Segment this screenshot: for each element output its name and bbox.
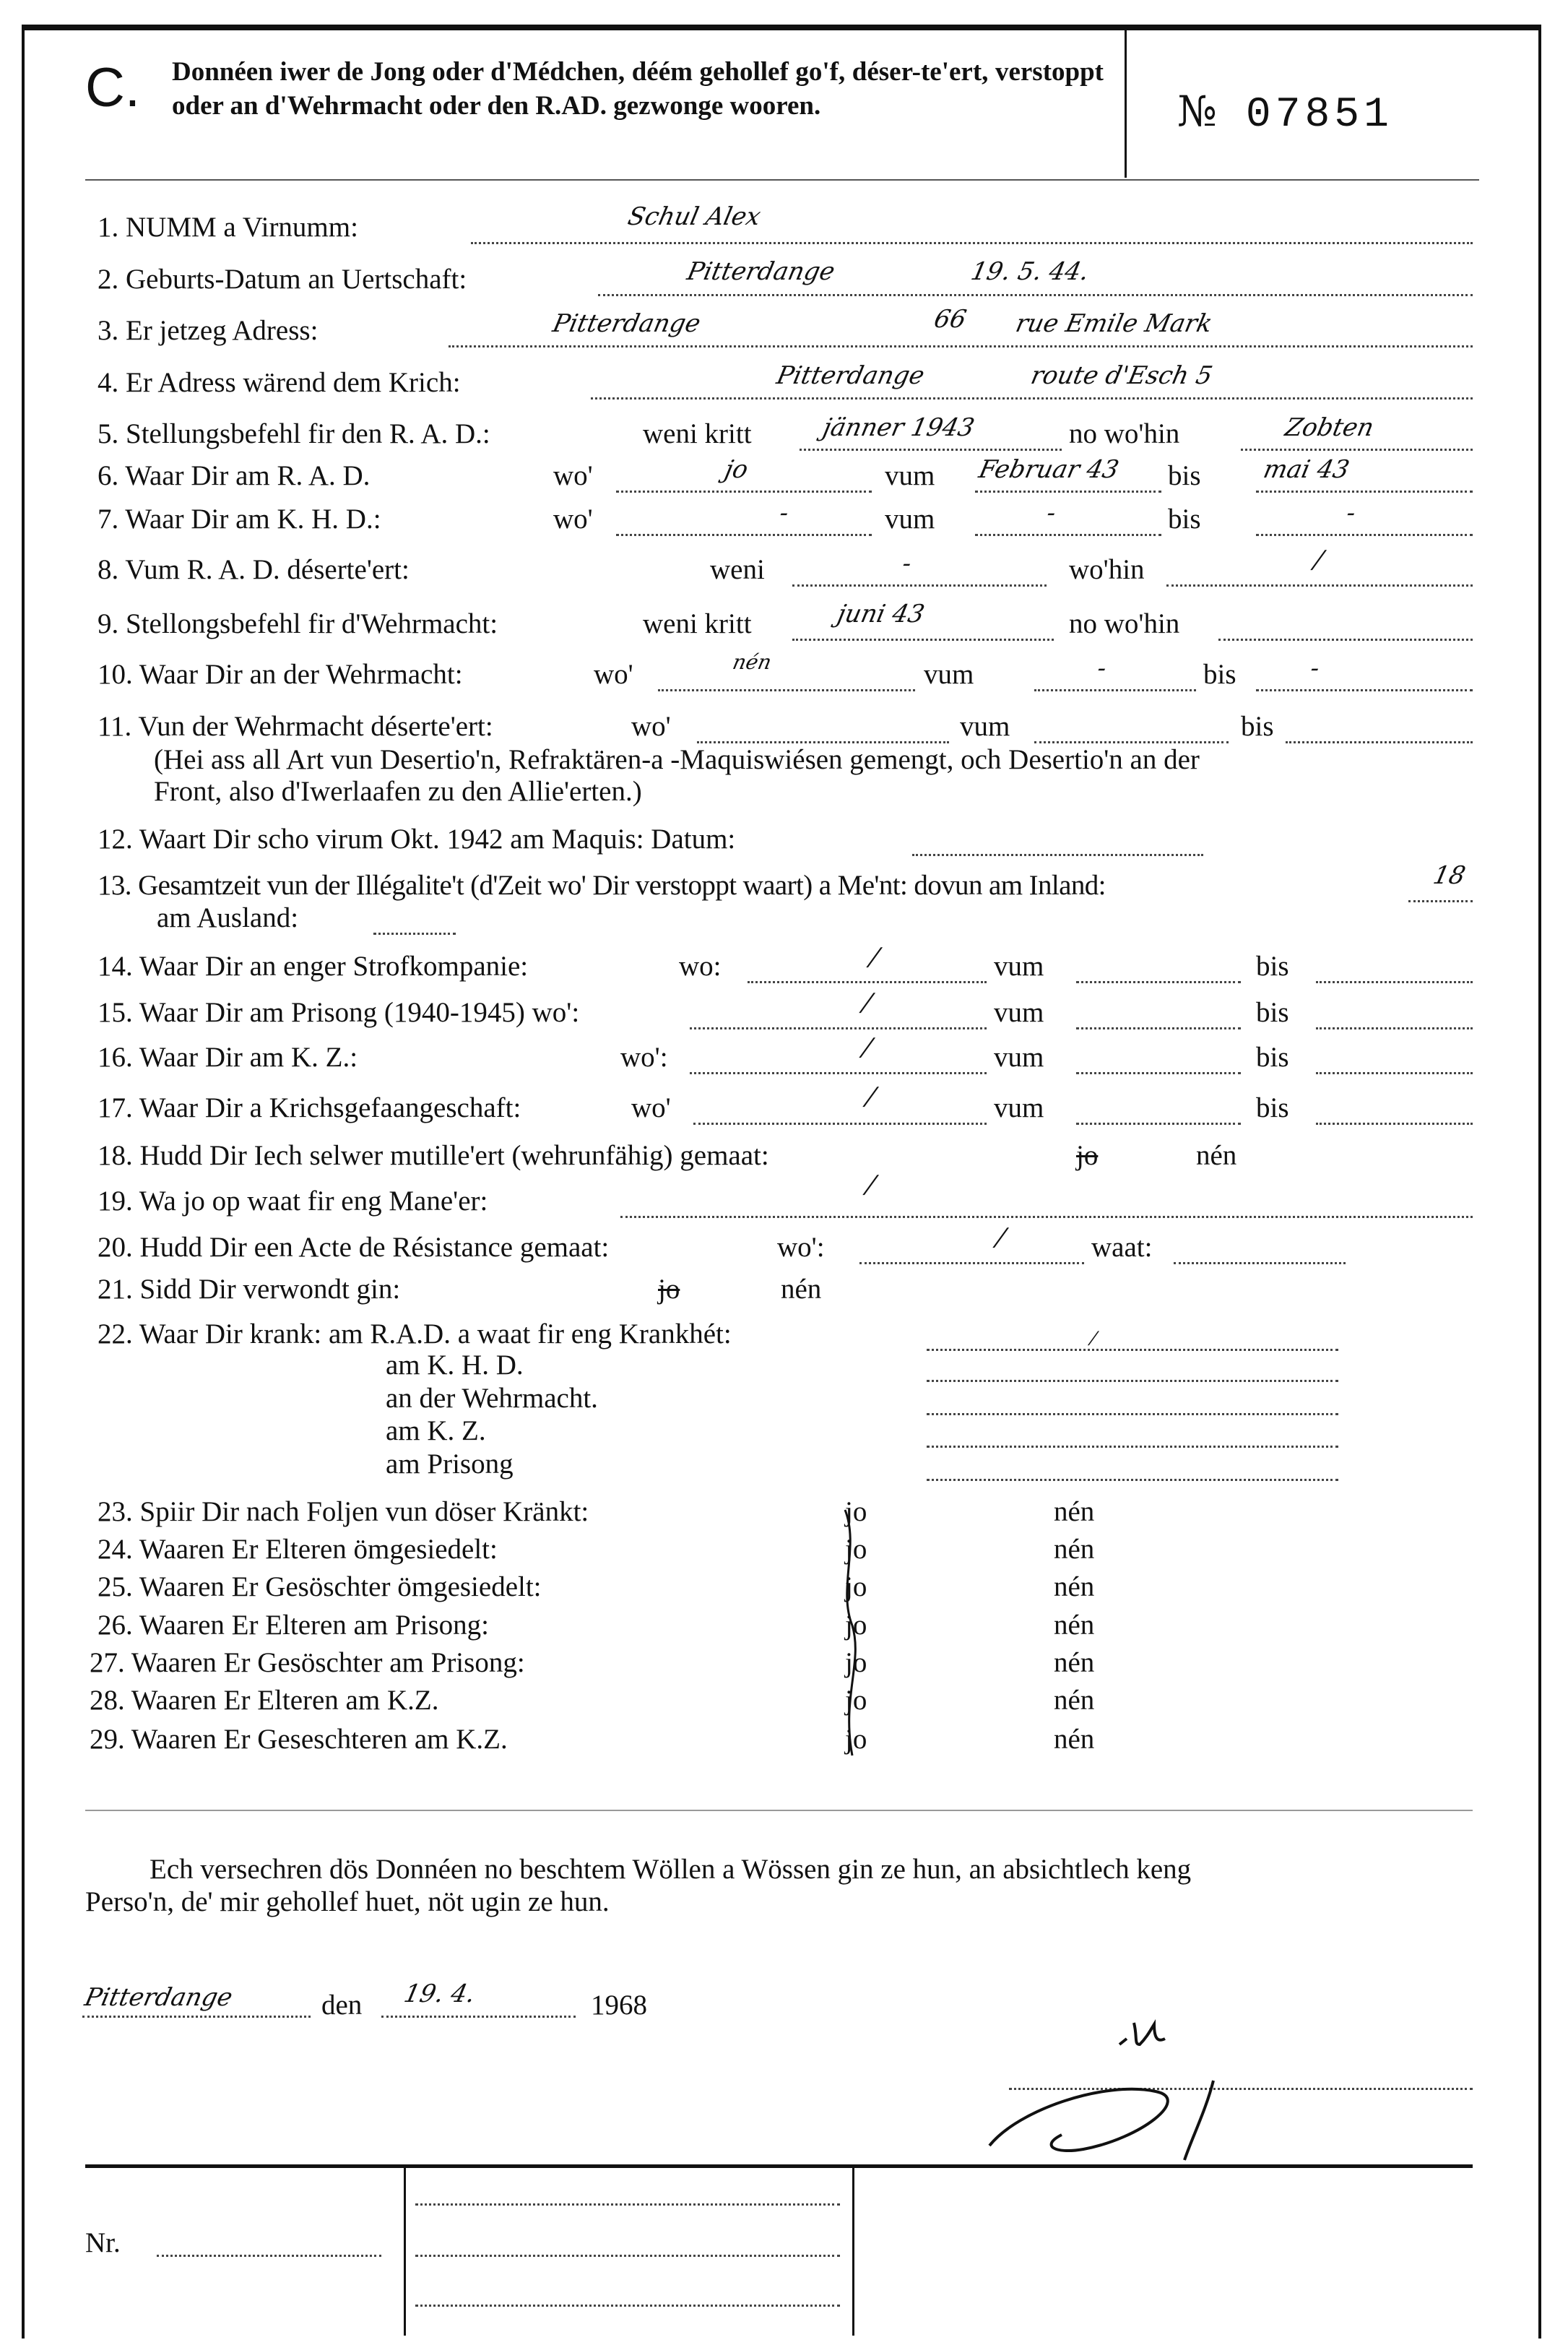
field-inland[interactable] xyxy=(1408,900,1473,902)
hw-wehrmacht-vum: - xyxy=(1094,654,1109,683)
label-wohin: no wo'hin xyxy=(1069,608,1180,639)
label-wo: wo': xyxy=(620,1042,668,1073)
number-value: 07851 xyxy=(1245,92,1393,139)
hw-rad-desert-place: / xyxy=(1311,545,1326,574)
label-bis: bis xyxy=(1241,711,1274,742)
field-pow-wo[interactable] xyxy=(693,1123,987,1125)
hw-ill-rad: / xyxy=(1088,1328,1099,1348)
declaration-line-1: Ech versechren dös Donnéen no beschtem Wöllen a Wössen gin ze hun, an absichtlech keng xyxy=(150,1854,1192,1885)
field-date[interactable] xyxy=(381,2016,576,2018)
option-nen[interactable]: nén xyxy=(781,1274,822,1305)
field-rad-wo[interactable] xyxy=(616,491,872,493)
option-jo[interactable]: jo xyxy=(845,1496,867,1527)
field-nr[interactable] xyxy=(157,2255,381,2257)
option-jo[interactable]: jo xyxy=(845,1647,867,1678)
label-vum: vum xyxy=(885,460,935,491)
field-strof-bis[interactable] xyxy=(1316,981,1473,983)
label-wo: wo' xyxy=(631,1092,671,1123)
option-jo[interactable]: jo xyxy=(845,1571,867,1602)
section-title: Donnéen iwer de Jong oder d'Médchen, déém gehollef go'f, déser-te'ert, verstoppt oder an d'Wehrmacht oder den R.AD. gezwonge wooren. xyxy=(172,57,1104,121)
hw-inland: 18 xyxy=(1430,861,1468,890)
label-ill-khd: am K. H. D. xyxy=(386,1349,524,1381)
label-waat: waat: xyxy=(1091,1232,1153,1263)
field-address[interactable] xyxy=(449,345,1473,347)
label-siblings-resettled: 25. Waaren Er Gesöschter ömgesiedelt: xyxy=(98,1571,542,1602)
signature-image xyxy=(975,1994,1379,2167)
label-wo: wo' xyxy=(553,460,593,491)
field-resistance-waat[interactable] xyxy=(1174,1262,1346,1264)
label-bis: bis xyxy=(1256,997,1289,1028)
field-ill-prison[interactable] xyxy=(927,1479,1338,1481)
footer-divider-2 xyxy=(852,2166,854,2336)
hw-rad-order-date: jänner 1943 xyxy=(820,413,977,442)
field-rad-bis[interactable] xyxy=(1256,491,1473,493)
hw-rad-order-place: Zobten xyxy=(1282,413,1377,442)
label-parents-resettled: 24. Waaren Er Elteren ömgesiedelt: xyxy=(98,1534,498,1565)
label-wehrmacht-desert: 11. Vun der Wehrmacht déserte'ert: xyxy=(98,711,493,742)
field-khd-bis[interactable] xyxy=(1256,534,1473,536)
option-jo[interactable]: jo xyxy=(845,1724,867,1755)
label-manner: 19. Wa jo op waat fir eng Mane'er: xyxy=(98,1186,488,1217)
field-khd-vum[interactable] xyxy=(975,534,1161,536)
option-nen[interactable]: nén xyxy=(1054,1610,1095,1641)
field-wehrmacht-bis[interactable] xyxy=(1256,689,1473,691)
field-pow-vum[interactable] xyxy=(1076,1123,1241,1125)
label-vum: vum xyxy=(994,951,1044,982)
footer-field-2[interactable] xyxy=(415,2255,840,2257)
label-wo: wo' xyxy=(631,711,671,742)
option-nen[interactable]: nén xyxy=(1054,1647,1095,1678)
hw-prison-wo: / xyxy=(859,988,875,1017)
field-rad-vum[interactable] xyxy=(975,491,1161,493)
label-khd: 7. Waar Dir am K. H. D.: xyxy=(98,504,381,535)
label-vum: vum xyxy=(994,1042,1044,1073)
field-rad-order-date[interactable] xyxy=(800,449,1062,451)
frame-top xyxy=(22,25,1541,30)
header-divider xyxy=(1125,29,1127,178)
field-ill-wehrmacht[interactable] xyxy=(927,1413,1338,1415)
hw-war-town: Pitterdange xyxy=(774,361,927,390)
field-place[interactable] xyxy=(82,2016,311,2018)
hw-address-town: Pitterdange xyxy=(550,309,703,338)
label-bis: bis xyxy=(1168,460,1201,491)
field-pow-bis[interactable] xyxy=(1316,1123,1473,1125)
field-strof-vum[interactable] xyxy=(1076,981,1241,983)
hw-rad-vum: Februar 43 xyxy=(976,455,1122,484)
hw-war-street: route d'Esch 5 xyxy=(1028,361,1216,390)
label-bis: bis xyxy=(1256,951,1289,982)
option-nen[interactable]: nén xyxy=(1196,1140,1237,1171)
label-weni: weni xyxy=(710,554,765,585)
field-prison-wo[interactable] xyxy=(690,1027,987,1029)
option-jo[interactable]: jo xyxy=(845,1610,867,1641)
field-birth[interactable] xyxy=(598,294,1473,296)
footer-field-3[interactable] xyxy=(415,2305,840,2307)
label-wohin: no wo'hin xyxy=(1069,418,1180,449)
hw-kz-wo: / xyxy=(859,1033,875,1062)
label-den: den xyxy=(321,1990,363,2021)
hw-address-street: rue Emile Mark xyxy=(1013,309,1216,338)
label-rad-desert: 8. Vum R. A. D. déserte'ert: xyxy=(98,554,410,585)
field-war-address[interactable] xyxy=(591,397,1473,400)
label-nr: Nr. xyxy=(85,2227,121,2258)
field-manner[interactable] xyxy=(620,1216,1473,1218)
label-siblings-kz: 29. Waaren Er Geseschteren am K.Z. xyxy=(90,1724,508,1755)
field-ill-rad[interactable] xyxy=(927,1349,1338,1351)
hw-rad-wo: jo xyxy=(722,455,751,484)
label-vum: vum xyxy=(960,711,1010,742)
label-bis: bis xyxy=(1256,1042,1289,1073)
hw-khd-bis: - xyxy=(1343,498,1359,527)
label-birth: 2. Geburts-Datum an Uertschaft: xyxy=(98,264,467,295)
field-wehrmacht-order-place[interactable] xyxy=(1218,639,1473,641)
label-wehrmacht-order: 9. Stellongsbefehl fir d'Wehrmacht: xyxy=(98,608,498,639)
field-rad-desert-place[interactable] xyxy=(1166,584,1473,587)
label-vum: vum xyxy=(994,997,1044,1028)
label-resistance: 20. Hudd Dir een Acte de Résistance gemaat: xyxy=(98,1232,610,1263)
form-number xyxy=(1177,87,1393,139)
hw-manner: / xyxy=(863,1170,878,1199)
note-desertion-2: Front, also d'Iwerlaafen zu den Allie'erten.) xyxy=(154,776,642,807)
option-jo[interactable]: jo xyxy=(845,1685,867,1716)
frame-right xyxy=(1538,27,1541,2338)
field-wehrmacht-vum[interactable] xyxy=(1034,689,1196,691)
field-prison-bis[interactable] xyxy=(1316,1027,1473,1029)
field-kz-vum[interactable] xyxy=(1076,1072,1241,1074)
label-rad-order: 5. Stellungsbefehl fir den R. A. D.: xyxy=(98,418,490,449)
label-war-address: 4. Er Adress wärend dem Krich: xyxy=(98,367,461,398)
option-nen[interactable]: nén xyxy=(1054,1496,1095,1527)
number-sign: № xyxy=(1177,87,1217,136)
label-vum: vum xyxy=(994,1092,1044,1123)
header-rule xyxy=(85,179,1479,181)
label-wo: wo: xyxy=(679,951,722,982)
footer-rule xyxy=(85,2164,1473,2168)
section-rule xyxy=(85,1810,1473,1811)
label-wo: wo' xyxy=(553,504,593,535)
hw-address-number: 66 xyxy=(931,305,969,334)
footer-divider-1 xyxy=(404,2166,406,2336)
label-ill-prison: am Prisong xyxy=(386,1448,514,1480)
label-weni-kritt: weni kritt xyxy=(643,608,752,639)
hw-pow-wo: / xyxy=(863,1082,878,1111)
field-wehrmacht-wo[interactable] xyxy=(658,689,915,691)
field-strof-wo[interactable] xyxy=(748,981,987,983)
option-jo-struck[interactable]: jo xyxy=(1076,1140,1099,1171)
field-ausland[interactable] xyxy=(373,933,456,935)
option-nen[interactable]: nén xyxy=(1054,1724,1095,1755)
hw-rad-bis: mai 43 xyxy=(1260,455,1352,484)
hw-wehrmacht-bis: - xyxy=(1307,654,1322,683)
hw-name: Schul Alex xyxy=(625,202,763,231)
hw-rad-desert-date: - xyxy=(899,549,914,578)
label-bis: bis xyxy=(1168,504,1201,535)
hw-birth-place: Pitterdange xyxy=(684,257,838,286)
label-ill: 22. Waar Dir krank: am R.A.D. a waat fir eng Krankhét: xyxy=(98,1318,732,1349)
label-wehrmacht: 10. Waar Dir an der Wehrmacht: xyxy=(98,659,463,690)
hw-wehrmacht-wo: nén xyxy=(730,650,774,674)
label-illegality: 13. Gesamtzeit vun der Illégalite't (d'Zeit wo' Dir verstoppt waart) a Me'nt: dovun am Inland: xyxy=(98,870,1106,901)
note-desertion-1: (Hei ass all Art vun Desertio'n, Refraktären-a -Maquiswiésen gemengt, och Desertio'n an der xyxy=(154,744,1200,775)
label-siblings-prison: 27. Waaren Er Gesöschter am Prisong: xyxy=(90,1647,525,1678)
field-resistance-wo[interactable] xyxy=(859,1262,1084,1264)
field-maquis-date[interactable] xyxy=(912,854,1203,856)
field-kz-wo[interactable] xyxy=(690,1072,987,1074)
option-jo-struck[interactable]: jo xyxy=(658,1274,680,1305)
frame-left xyxy=(22,27,25,2338)
field-wehrmacht-order-date[interactable] xyxy=(792,639,1054,641)
option-jo[interactable]: jo xyxy=(845,1534,867,1565)
label-ill-kz: am K. Z. xyxy=(386,1415,486,1446)
label-wo: wo': xyxy=(777,1232,825,1263)
hw-resistance-wo: / xyxy=(993,1223,1008,1252)
field-prison-vum[interactable] xyxy=(1076,1027,1241,1029)
label-parents-prison: 26. Waaren Er Elteren am Prisong: xyxy=(98,1610,489,1641)
option-nen[interactable]: nén xyxy=(1054,1571,1095,1602)
hw-date: 19. 4. xyxy=(401,1979,478,2008)
field-ill-khd[interactable] xyxy=(927,1380,1338,1382)
footer-field-1[interactable] xyxy=(415,2203,840,2206)
label-wohin: wo'hin xyxy=(1069,554,1145,585)
label-parents-kz: 28. Waaren Er Elteren am K.Z. xyxy=(90,1685,439,1716)
label-consequences: 23. Spiir Dir nach Foljen vun döser Kränkt: xyxy=(98,1496,589,1527)
section-letter: C. xyxy=(85,57,140,118)
field-kz-bis[interactable] xyxy=(1316,1072,1473,1074)
label-wo: wo' xyxy=(594,659,633,690)
hw-place: Pitterdange xyxy=(82,1983,235,2012)
label-ausland: am Ausland: xyxy=(157,902,299,933)
label-maquis: 12. Waart Dir scho virum Okt. 1942 am Maquis: Datum: xyxy=(98,824,736,855)
field-name[interactable] xyxy=(471,242,1473,244)
field-ill-kz[interactable] xyxy=(927,1446,1338,1448)
label-prison: 15. Waar Dir am Prisong (1940-1945) wo': xyxy=(98,997,580,1028)
label-pow: 17. Waar Dir a Krichsgefaangeschaft: xyxy=(98,1092,521,1123)
option-nen[interactable]: nén xyxy=(1054,1685,1095,1716)
label-rad: 6. Waar Dir am R. A. D. xyxy=(98,460,371,491)
label-mutilation: 18. Hudd Dir Iech selwer mutille'ert (wehrunfähig) gemaat: xyxy=(98,1140,769,1171)
declaration-line-2: Perso'n, de' mir gehollef huet, nöt ugin ze hun. xyxy=(85,1886,610,1917)
label-bis: bis xyxy=(1203,659,1236,690)
hw-khd-vum: - xyxy=(1044,498,1059,527)
label-address: 3. Er jetzeg Adress: xyxy=(98,315,319,346)
label-wounded: 21. Sidd Dir verwondt gin: xyxy=(98,1274,401,1305)
option-nen[interactable]: nén xyxy=(1054,1534,1095,1565)
label-vum: vum xyxy=(885,504,935,535)
label-year: 1968 xyxy=(591,1990,647,2021)
label-vum: vum xyxy=(924,659,974,690)
field-rad-order-place[interactable] xyxy=(1241,449,1473,451)
label-bis: bis xyxy=(1256,1092,1289,1123)
label-strafkompanie: 14. Waar Dir an enger Strofkompanie: xyxy=(98,951,529,982)
label-weni-kritt: weni kritt xyxy=(643,418,752,449)
label-kz: 16. Waar Dir am K. Z.: xyxy=(98,1042,358,1073)
label-name: 1. NUMM a Virnumm: xyxy=(98,212,358,243)
hw-birth-date: 19. 5. 44. xyxy=(968,257,1092,286)
field-rad-desert-date[interactable] xyxy=(792,584,1047,587)
hw-wehrmacht-order-date: juni 43 xyxy=(834,600,927,629)
handwritten-bracket-mark xyxy=(831,1503,874,1763)
label-ill-wehrmacht: an der Wehrmacht. xyxy=(386,1383,598,1414)
hw-strof-wo: / xyxy=(867,943,882,972)
field-khd-wo[interactable] xyxy=(616,534,872,536)
hw-khd-wo: - xyxy=(776,498,792,527)
field-desert-bis[interactable] xyxy=(1286,741,1473,743)
